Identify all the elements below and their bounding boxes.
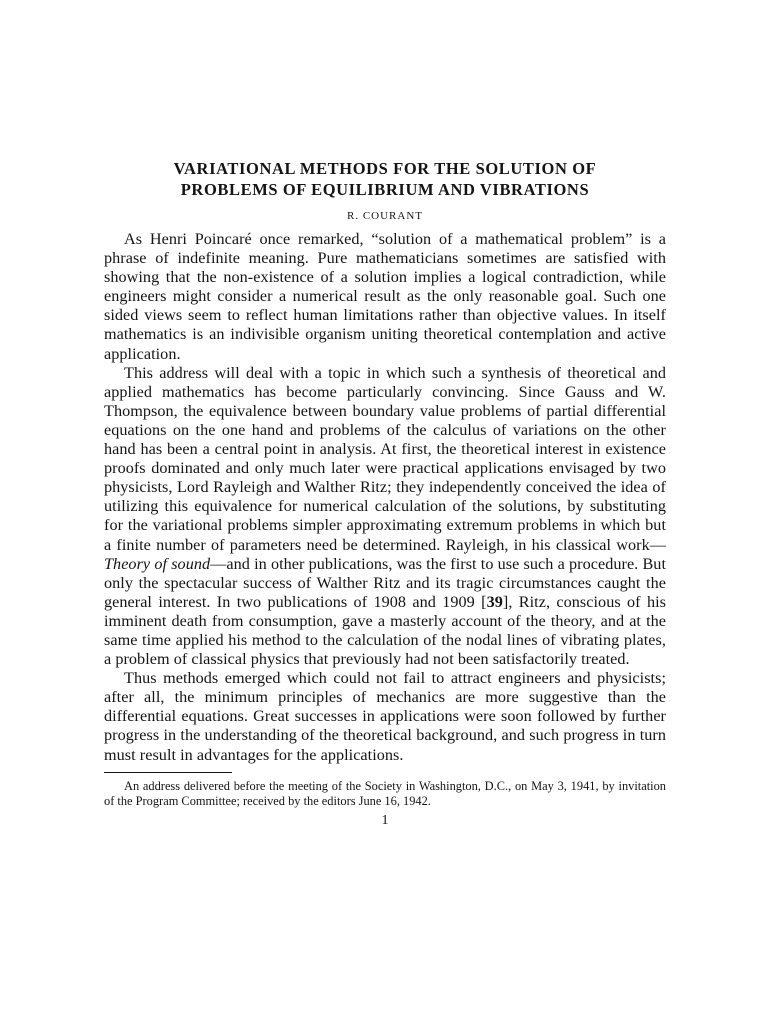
paragraph-2 — [104, 364, 666, 670]
paragraph-1: As Henri Poincaré once remarked, “solution of a mathematical problem” is a phrase of indefinite meaning. Pure mathematicians sometimes are satisfied with showing that the non-existence of a solution implies a logical contradiction, while engineers might consider a numerical result as the only reasonable goal. Such one sided views seem to reflect human limitations rather than objective values. In itself mathematics is an indivisible organism uniting theoretical contemplation and active application. — [104, 230, 666, 363]
article-body — [104, 230, 666, 765]
paragraph-3: Thus methods emerged which could not fail to attract engineers and physicists; after all, the minimum principles of mechanics are more suggestive than the differential equations. Great successes in applications were soon followed by further progress in the understanding of the theoretical background, and such progress in turn must result in advantages for the applications. — [104, 669, 666, 764]
paragraph-2-reference: 39 — [486, 592, 503, 611]
footnote: An address delivered before the meeting of the Society in Washington, D.C., on May 3, 1941, by invitation of the Program Committee; received by the editors June 16, 1942. — [104, 778, 666, 809]
page-number: 1 — [381, 812, 389, 828]
footnote-divider — [104, 772, 232, 773]
paragraph-2-text-a: This address will deal with a topic in which such a synthesis of theoretical and applied mathematics has become particularly convincing. Since Gauss and W. Thompson, the equivalence between boundary value problems of partial differential equations on the one hand and problems of the calculus of variations on the other hand has been a central point in analysis. At first, the theoretical interest in existence proofs dominated and only much later were practical applications envisaged by two physicists, Lord Rayleigh and Walther Ritz; they independently conceived the idea of utilizing this equivalence for numerical calculation of the solutions, by substituting for the variational problems simpler approximating extremum problems in which but a finite number of parameters need be determined. Rayleigh, in his classical work— — [104, 363, 666, 554]
article-page — [104, 158, 666, 829]
article-title-line-2: PROBLEMS OF EQUILIBRIUM AND VIBRATIONS — [180, 180, 590, 199]
paragraph-2-book-title: Theory of sound — [104, 554, 211, 573]
author-name: R. COURANT — [346, 210, 423, 222]
paragraph-2-text-b: —and in other publications, was the first to use such a procedure. But only the spectacular success of Walther Ritz and its tragic circumstances caught the general interest. In two publications of 1908 and 1909 [ — [104, 554, 666, 611]
article-title — [104, 158, 666, 200]
paragraph-2-text-c: ], Ritz, conscious of his imminent death from consumption, gave a masterly account of the theory, and at the same time applied his method to the calculation of the nodal lines of vibrating plates, a problem of classical physics that previously had not been satisfactorily treated. — [104, 592, 666, 669]
article-title-line-1: VARIATIONAL METHODS FOR THE SOLUTION OF — [173, 159, 597, 178]
